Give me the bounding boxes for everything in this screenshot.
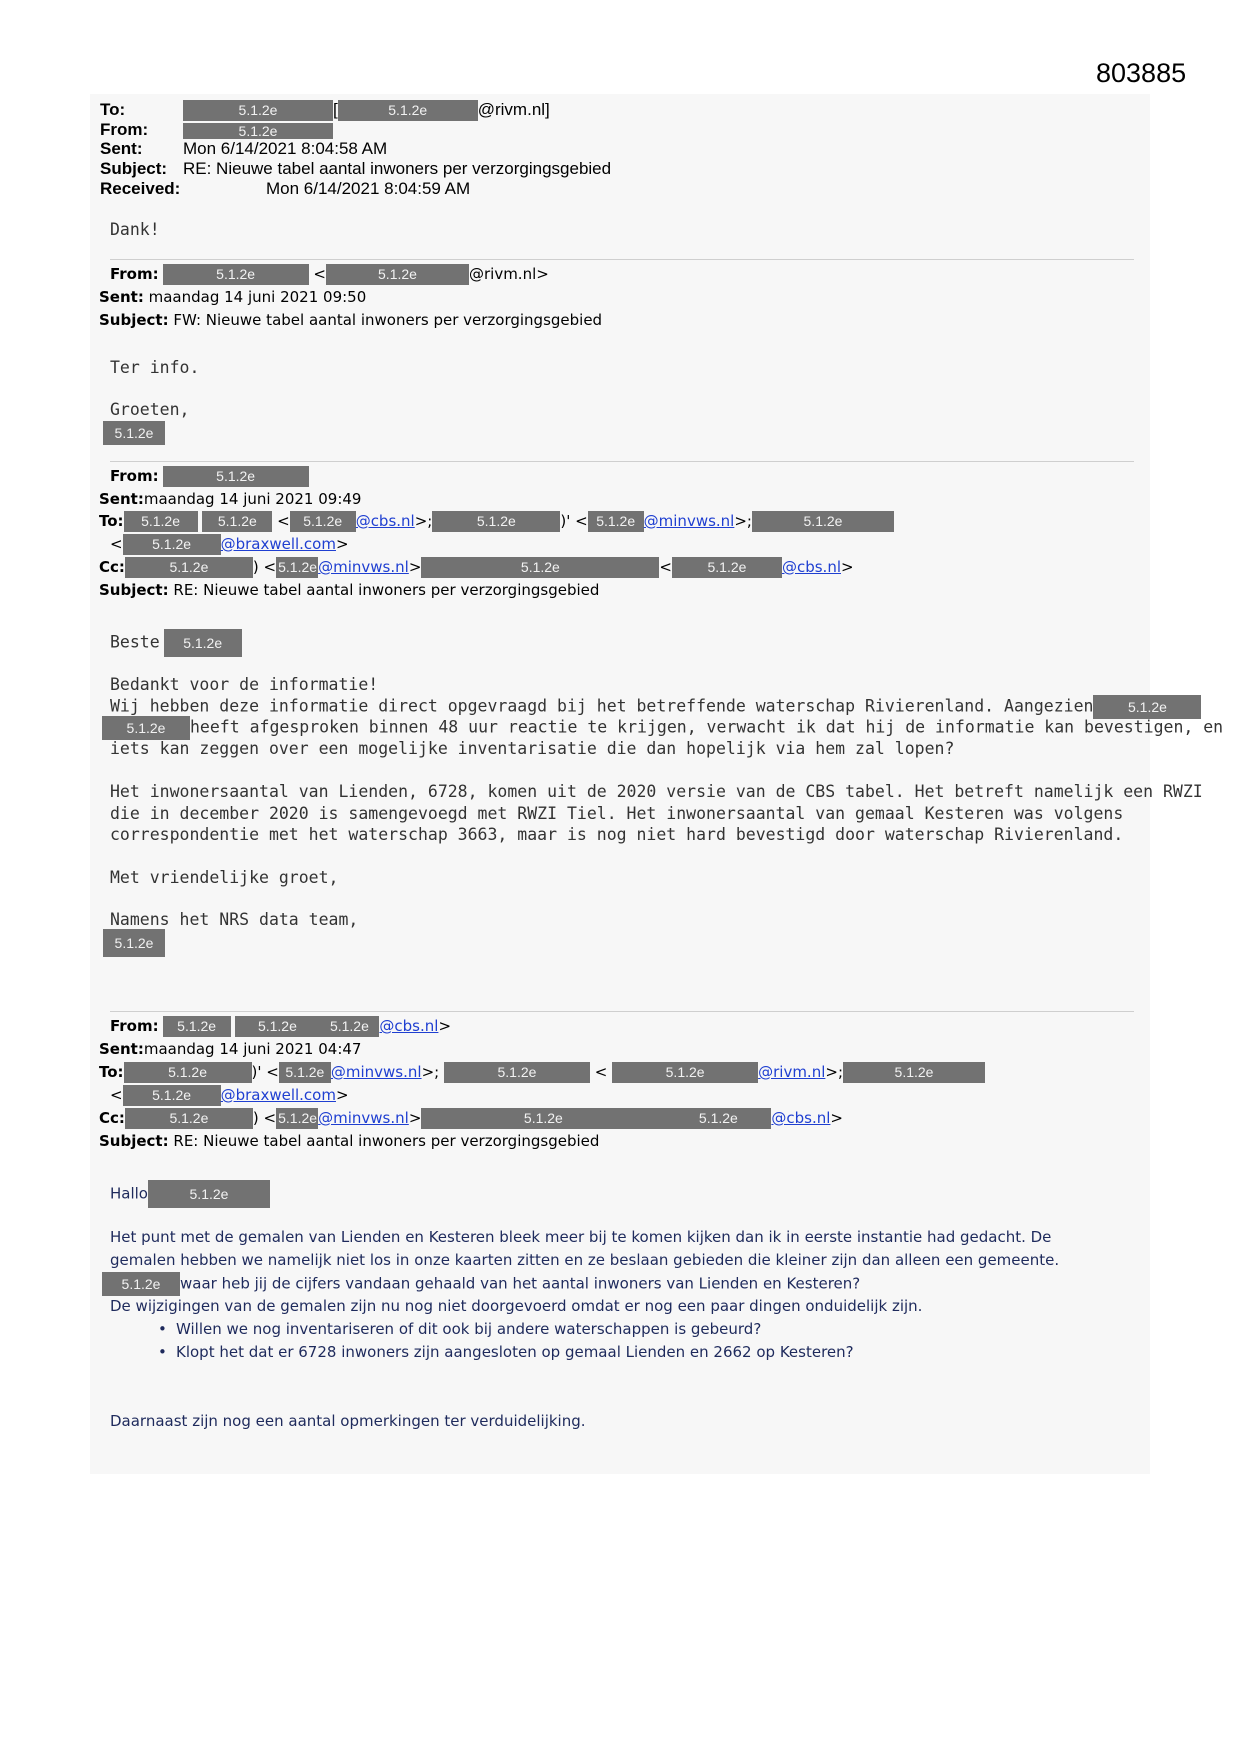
msg3-cc-cbs-link[interactable]: @cbs.nl: [781, 558, 841, 576]
msg3-sent-value: maandag 14 juni 2021 09:49: [143, 490, 362, 508]
msg3-p1-line4: iets kan zeggen over een mogelijke inventarisatie die dan hopelijk via hem zal lopen?: [110, 739, 955, 758]
msg3-to-gt-semi: >;: [414, 512, 433, 530]
message-1-body: Dank!: [110, 220, 160, 239]
redaction-box: 5.1.2e: [103, 421, 165, 445]
header-subject-value: RE: Nieuwe tabel aantal inwoners per verzorgingsgebied: [183, 159, 612, 178]
msg3-sent-row: [99, 488, 361, 510]
redaction-box: 5.1.2e: [588, 511, 644, 532]
msg4-bullet-1: • Willen we nog inventariseren of dit ook bij andere waterschappen is gebeurd?: [158, 1318, 854, 1341]
redaction-box: 5.1.2e: [164, 629, 242, 657]
msg2-sent-label: Sent:: [99, 288, 144, 306]
msg4-bullet-list: [158, 1318, 854, 1364]
redaction-box: 5.1.2e: [102, 716, 190, 740]
msg4-sent-row: [99, 1038, 361, 1060]
msg3-cc-gt: >: [408, 558, 422, 576]
msg4-to-rivm-link[interactable]: @rivm.nl: [758, 1063, 826, 1081]
msg3-p1-line3-row: [102, 716, 1223, 740]
msg3-to-label: To:: [99, 512, 124, 530]
msg4-cc-row: [99, 1107, 843, 1129]
redaction-box: 5.1.2e: [124, 1062, 252, 1083]
msg2-sent-row: [99, 286, 366, 308]
message-separator: [110, 1011, 1134, 1012]
msg2-from-label: From:: [110, 265, 159, 283]
header-to-row: [100, 100, 550, 121]
msg3-cc-label: Cc:: [99, 558, 125, 576]
msg4-to-label: To:: [99, 1063, 124, 1081]
msg4-subject-label: Subject:: [99, 1132, 169, 1150]
msg3-to-lt2: <: [110, 535, 123, 553]
redaction-box: 5.1.2e: [432, 511, 560, 532]
msg3-p2-line1: Het inwonersaantal van Lienden, 6728, komen uit de 2020 versie van de CBS tabel. Het betreft namelijk een RWZI: [110, 782, 1203, 801]
msg2-subject-value: FW: Nieuwe tabel aantal inwoners per verzorgingsgebied: [173, 311, 603, 329]
msg4-to-braxwell-link[interactable]: @braxwell.com: [220, 1086, 336, 1104]
msg3-p1-line3: heeft afgesproken binnen 48 uur reactie te krijgen, verwacht ik dat hij de informatie kan bevestigen, en: [190, 717, 1224, 737]
redaction-box: 5.1.2e: [163, 1016, 231, 1037]
msg4-line3: waar heb jij de cijfers vandaan gehaald van het aantal inwoners van Lienden en Kesteren?: [180, 1274, 861, 1293]
msg3-signature: [103, 929, 165, 957]
msg4-to-semi2: >;: [825, 1063, 843, 1081]
msg3-greeting-row: [110, 629, 242, 657]
msg4-to-row2: [110, 1084, 349, 1106]
header-sent-row: [100, 139, 387, 158]
msg4-subject-value: RE: Nieuwe tabel aantal inwoners per verzorgingsgebied: [173, 1132, 600, 1150]
msg4-to-minvws-link[interactable]: @minvws.nl: [330, 1063, 422, 1081]
msg4-line4: De wijzigingen van de gemalen zijn nu nog niet doorgevoerd omdat er nog een paar dingen onduidelijk zijn.: [110, 1297, 923, 1315]
msg3-from-label: From:: [110, 467, 159, 485]
msg3-team: Namens het NRS data team,: [110, 910, 359, 929]
redaction-box: 5.1.2e: [163, 264, 309, 285]
msg2-subject-row: [99, 309, 602, 331]
msg3-to-cbs-link[interactable]: @cbs.nl: [355, 512, 415, 530]
redaction-box: 5.1.2e: [123, 1085, 221, 1106]
redaction-box: 5.1.2e: [124, 511, 198, 532]
msg4-to-gt: >: [335, 1086, 349, 1104]
msg3-cc-minvws-link[interactable]: @minvws.nl: [318, 558, 409, 576]
msg4-bullet-2: • Klopt het dat er 6728 inwoners zijn aangesloten op gemaal Lienden en 2662 op Kesteren?: [158, 1341, 854, 1364]
header-sent-label: Sent:: [100, 139, 143, 158]
msg2-from-lt: <: [313, 265, 326, 283]
msg2-body-line2: Groeten,: [110, 400, 190, 419]
msg3-to-row: [99, 510, 894, 532]
msg4-closing-line: Daarnaast zijn nog een aantal opmerkingen ter verduidelijking.: [110, 1412, 586, 1430]
msg3-closing: Met vriendelijke groet,: [110, 868, 339, 887]
redaction-box: 5.1.2e: [421, 557, 659, 578]
msg3-cc-lt: <: [659, 558, 672, 576]
redaction-box: 5.1.2e: [276, 1108, 318, 1129]
msg3-p2-line3: correspondentie met het waterschap 3663, maar is nog niet hard bevestigd door waterschap Rivierenland.: [110, 825, 1124, 844]
header-sent-value: Mon 6/14/2021 8:04:58 AM: [183, 139, 388, 158]
header-from-label: From:: [100, 120, 149, 139]
msg4-cc-label: Cc:: [99, 1109, 125, 1127]
redaction-box: 5.1.2e: [125, 1108, 253, 1129]
msg3-cc-gt2: >: [841, 558, 854, 576]
redaction-box: 5.1.2e: [148, 1180, 270, 1208]
msg3-to-quote-lt: )' <: [560, 512, 588, 530]
msg3-to-lt: <: [277, 512, 290, 530]
msg3-subject-row: [99, 579, 599, 601]
msg3-cc-row: [99, 556, 854, 578]
msg3-subject-label: Subject:: [99, 581, 169, 599]
msg3-sent-label: Sent:: [99, 490, 144, 508]
redaction-box: 5.1.2e: [338, 100, 478, 121]
redaction-box: 5.1.2e: [1093, 695, 1201, 719]
msg3-cc-paren-lt: ) <: [252, 558, 277, 576]
msg4-sent-value: maandag 14 juni 2021 04:47: [143, 1040, 362, 1058]
msg2-signature: [103, 421, 165, 445]
redaction-box: 5.1.2e: [202, 511, 272, 532]
redaction-box: 5.1.2e: [125, 557, 253, 578]
msg4-subject-row: [99, 1130, 599, 1152]
redaction-box: 5.1.2e: [163, 466, 309, 487]
header-received-value: Mon 6/14/2021 8:04:59 AM: [266, 179, 471, 198]
msg2-from-suffix: @rivm.nl>: [468, 265, 549, 283]
msg2-body-line1: Ter info.: [110, 358, 200, 377]
msg4-cc-gt2: >: [830, 1109, 843, 1127]
message-separator: [110, 461, 1134, 462]
msg4-line3-row: [102, 1272, 860, 1296]
msg4-greeting-row: [110, 1180, 270, 1208]
msg4-from-label: From:: [110, 1017, 159, 1035]
msg4-line2: gemalen hebben we namelijk niet los in onze kaarten zitten en ze beslaan gebieden die kleiner zijn dan alleen een gemeente.: [110, 1251, 1060, 1269]
msg3-greeting: Beste: [110, 632, 160, 652]
msg4-to-quote-lt: )' <: [251, 1063, 279, 1081]
redaction-box: 5.1.2e: [102, 1272, 180, 1296]
redaction-box: 5.1.2e: [319, 1016, 379, 1037]
msg3-p2-line2: die in december 2020 is samengevoegd met RWZI Tiel. Het inwonersaantal van gemaal Kesteren was volgens: [110, 804, 1124, 823]
msg3-to-row2: [110, 533, 349, 555]
msg3-to-minvws-link[interactable]: @minvws.nl: [643, 512, 735, 530]
redaction-box: 5.1.2e: [279, 1062, 331, 1083]
redaction-box: 5.1.2e: [103, 929, 165, 957]
msg4-cc-gt: >: [408, 1109, 422, 1127]
header-received-label: Received:: [100, 179, 181, 198]
redaction-box: 5.1.2e: [183, 100, 333, 121]
msg3-p1-line2: Wij hebben deze informatie direct opgevraagd bij het betreffende waterschap Rivierenland. Aangezien: [110, 696, 1094, 716]
redaction-box: 5.1.2e: [612, 1062, 758, 1083]
msg3-to-gt: >: [335, 535, 349, 553]
redaction-box: 5.1.2e: [672, 557, 782, 578]
redaction-box: 5.1.2e: [123, 534, 221, 555]
msg3-p1-line1: Bedankt voor de informatie!: [110, 675, 379, 694]
msg4-greeting: Hallo: [110, 1184, 148, 1203]
document-number: 803885: [1096, 58, 1187, 88]
msg4-cc-paren-lt: ) <: [252, 1109, 277, 1127]
msg4-line1: Het punt met de gemalen van Lienden en Kesteren bleek meer bij te komen kijken dan ik in eerste instantie had gedacht. De: [110, 1228, 1052, 1246]
msg4-to-lt: <: [594, 1063, 608, 1081]
msg4-to-lt2: <: [110, 1086, 123, 1104]
header-from-row: [100, 120, 333, 139]
header-to-bracket: [: [333, 100, 338, 119]
msg4-from-row: [110, 1015, 451, 1037]
msg4-from-cbs-link[interactable]: @cbs.nl: [379, 1017, 439, 1035]
msg4-to-semi: >;: [421, 1063, 440, 1081]
msg3-subject-value: RE: Nieuwe tabel aantal inwoners per verzorgingsgebied: [173, 581, 600, 599]
redaction-box: 5.1.2e: [421, 1108, 665, 1129]
redaction-box: 5.1.2e: [752, 511, 894, 532]
redaction-box: 5.1.2e: [183, 123, 333, 139]
msg3-from-row: [110, 465, 309, 487]
msg2-from-row: [110, 263, 549, 285]
redaction-box: 5.1.2e: [444, 1062, 590, 1083]
redaction-box: 5.1.2e: [290, 511, 356, 532]
redaction-box: 5.1.2e: [843, 1062, 985, 1083]
msg4-cc-minvws-link[interactable]: @minvws.nl: [318, 1109, 409, 1127]
msg4-sent-label: Sent:: [99, 1040, 144, 1058]
redaction-box: 5.1.2e: [235, 1016, 319, 1037]
header-to-label: To:: [100, 100, 126, 119]
msg3-to-gt-semi2: >;: [734, 512, 752, 530]
header-to-suffix: @rivm.nl]: [477, 100, 550, 119]
redaction-box: 5.1.2e: [665, 1108, 771, 1129]
redaction-box: 5.1.2e: [276, 557, 318, 578]
msg4-to-row: [99, 1061, 985, 1083]
header-received-row: [100, 179, 470, 198]
msg4-cc-cbs-link[interactable]: @cbs.nl: [771, 1109, 831, 1127]
header-subject-row: [100, 159, 611, 178]
redaction-box: 5.1.2e: [326, 264, 469, 285]
msg2-sent-value: maandag 14 juni 2021 09:50: [148, 288, 367, 306]
msg2-subject-label: Subject:: [99, 311, 169, 329]
message-separator: [110, 259, 1134, 260]
msg3-to-braxwell-link[interactable]: @braxwell.com: [220, 535, 336, 553]
msg4-from-gt: >: [438, 1017, 452, 1035]
header-subject-label: Subject:: [100, 159, 168, 178]
